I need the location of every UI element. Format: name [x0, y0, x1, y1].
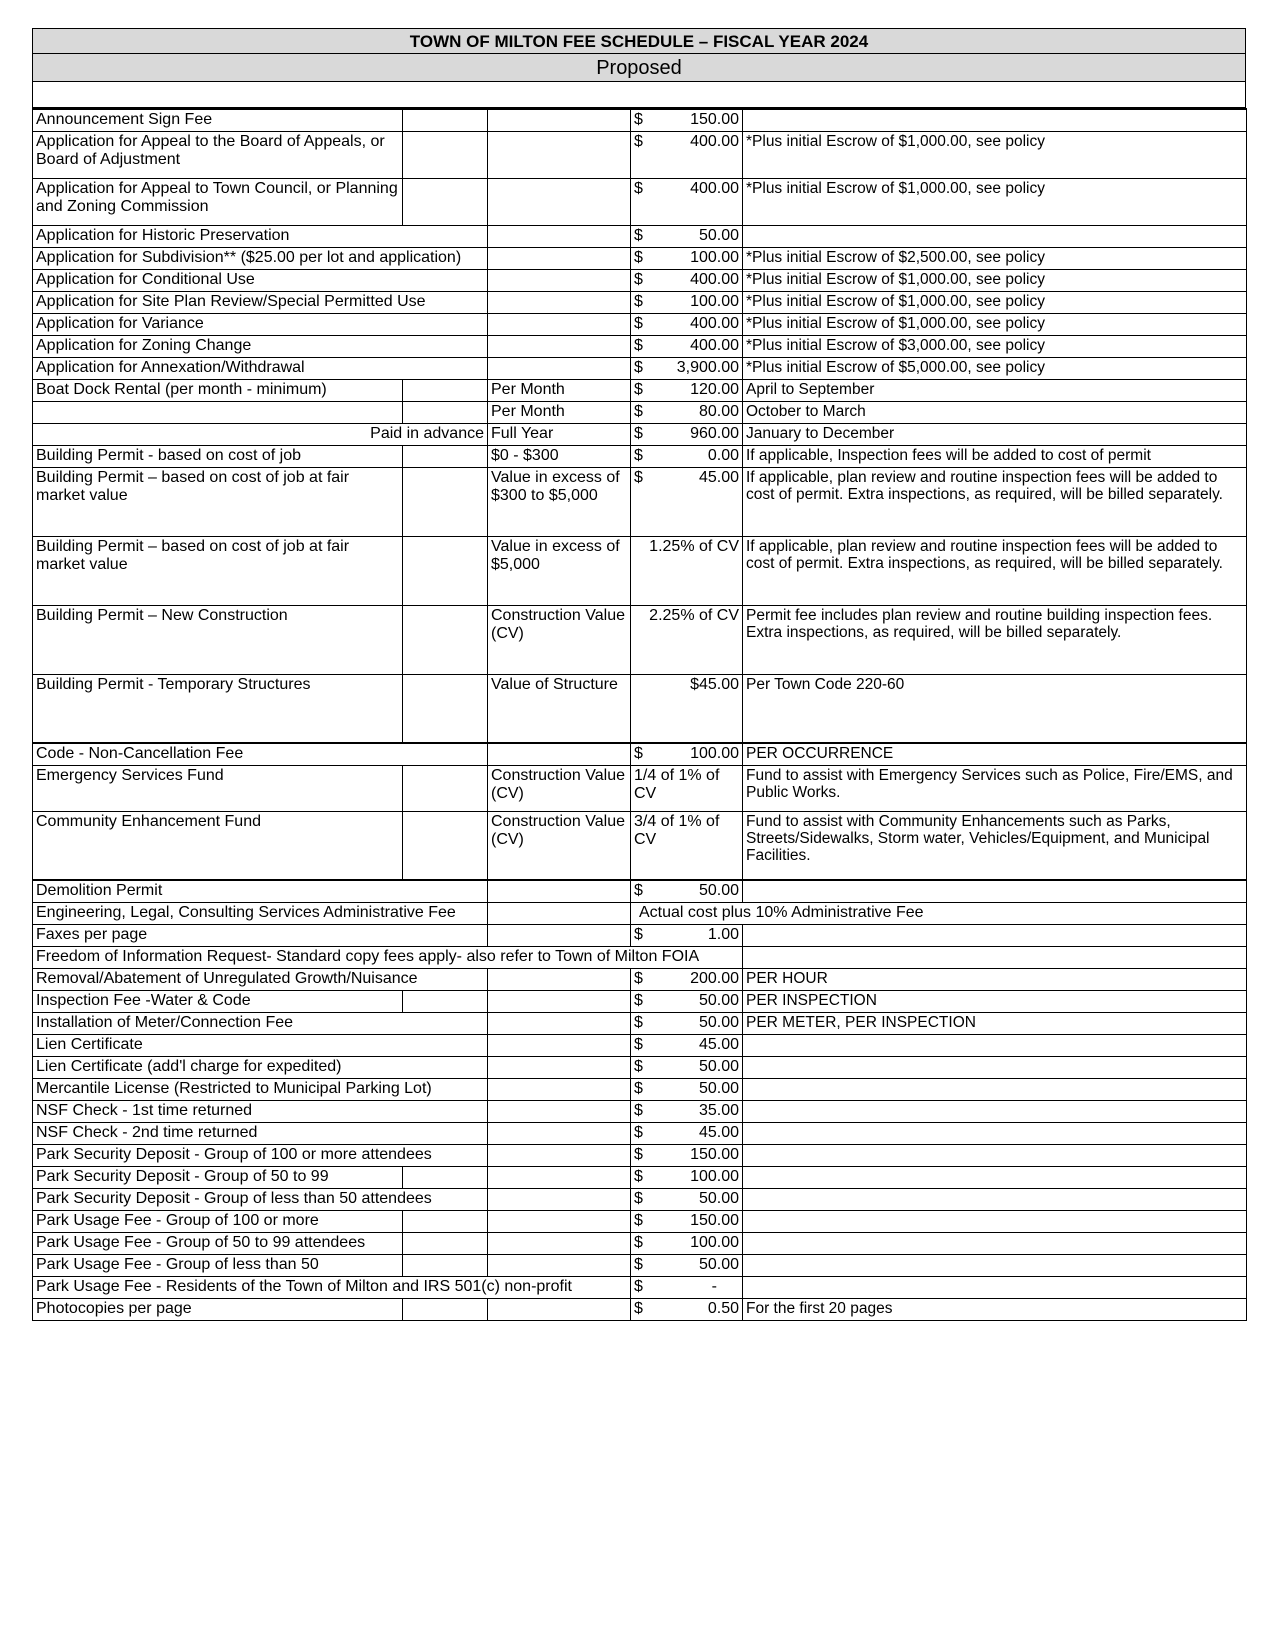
fee-description: Application for Annexation/Withdrawal — [33, 357, 488, 379]
fee-amount — [631, 1122, 743, 1144]
fee-description — [33, 401, 403, 423]
fee-amount: $45.00 — [631, 674, 743, 743]
fee-unit — [488, 1188, 631, 1210]
currency-symbol: $ — [634, 1189, 643, 1207]
fee-unit: Construction Value (CV) — [488, 765, 631, 811]
fee-note: *Plus initial Escrow of $1,000.00, see policy — [743, 178, 1247, 225]
fee-unit — [488, 131, 631, 178]
fee-unit — [488, 109, 631, 131]
currency-symbol: $ — [634, 111, 643, 128]
fee-unit — [488, 1034, 631, 1056]
fee-unit — [488, 1232, 631, 1254]
amount-value: 80.00 — [698, 402, 739, 420]
fee-description: Application for Appeal to Town Council, or Planning and Zoning Commission — [33, 178, 403, 225]
fee-note — [743, 225, 1247, 247]
table-row — [33, 968, 1247, 990]
fee-amount — [631, 1188, 743, 1210]
fee-amount — [631, 445, 743, 467]
amount-value: 400.00 — [690, 132, 739, 150]
amount-value: 50.00 — [698, 1013, 739, 1031]
fee-amount — [631, 924, 743, 946]
fee-note — [743, 1144, 1247, 1166]
fee-unit — [488, 269, 631, 291]
fee-unit — [488, 1078, 631, 1100]
blank-cell — [403, 131, 488, 178]
fee-note: If applicable, Inspection fees will be added to cost of permit — [743, 445, 1247, 467]
fee-note: *Plus initial Escrow of $1,000.00, see policy — [743, 269, 1247, 291]
fee-note: PER INSPECTION — [743, 990, 1247, 1012]
currency-symbol: $ — [634, 1233, 643, 1251]
fee-amount — [631, 379, 743, 401]
fee-amount: 1/4 of 1% of CV — [631, 765, 743, 811]
fee-amount — [631, 1144, 743, 1166]
fee-note — [743, 1254, 1247, 1276]
fee-description: Faxes per page — [33, 924, 488, 946]
fee-amount — [631, 880, 743, 902]
fee-note: April to September — [743, 379, 1247, 401]
amount-value: 150.00 — [690, 1211, 739, 1229]
fee-unit: Per Month — [488, 401, 631, 423]
fee-description: Lien Certificate (add'l charge for expedited) — [33, 1056, 488, 1078]
fee-amount: 1.25% of CV — [631, 536, 743, 605]
blank-cell — [403, 674, 488, 743]
amount-value: 400.00 — [690, 314, 739, 332]
fee-unit: Value of Structure — [488, 674, 631, 743]
currency-symbol: $ — [634, 991, 643, 1009]
fee-note: *Plus initial Escrow of $1,000.00, see policy — [743, 131, 1247, 178]
amount-value: 150.00 — [690, 1145, 739, 1163]
fee-unit — [488, 357, 631, 379]
currency-symbol: $ — [634, 336, 643, 354]
currency-symbol: $ — [634, 1013, 643, 1031]
fee-description: Installation of Meter/Connection Fee — [33, 1012, 488, 1034]
table-row — [33, 1166, 1247, 1188]
fee-amount — [631, 1276, 743, 1298]
fee-amount — [631, 225, 743, 247]
fee-unit — [488, 178, 631, 225]
fee-description: Application for Subdivision** ($25.00 per lot and application) — [33, 247, 488, 269]
currency-symbol: $ — [634, 270, 643, 288]
table-row — [33, 902, 1247, 924]
fee-unit: Value in excess of $5,000 — [488, 536, 631, 605]
table-row — [33, 1210, 1247, 1232]
table-row — [33, 1276, 1247, 1298]
blank-cell — [403, 178, 488, 225]
fee-unit — [488, 1012, 631, 1034]
fee-amount — [631, 1166, 743, 1188]
fee-note: PER OCCURRENCE — [743, 743, 1247, 765]
amount-value: 400.00 — [690, 336, 739, 354]
fee-amount — [631, 990, 743, 1012]
fee-description: Lien Certificate — [33, 1034, 488, 1056]
blank-cell — [403, 811, 488, 880]
fee-amount — [631, 467, 743, 536]
fee-unit — [488, 1056, 631, 1078]
fee-unit: Construction Value (CV) — [488, 811, 631, 880]
table-row — [33, 880, 1247, 902]
table-row — [33, 674, 1247, 743]
fee-description: Park Security Deposit - Group of 50 to 99 — [33, 1166, 403, 1188]
table-row — [33, 178, 1247, 225]
fee-amount — [631, 1056, 743, 1078]
fee-unit — [488, 313, 631, 335]
fee-table — [32, 108, 1247, 1321]
fee-description: Application for Zoning Change — [33, 335, 488, 357]
fee-amount — [631, 1298, 743, 1320]
fee-amount — [631, 1232, 743, 1254]
fee-description: Building Permit – based on cost of job at fair market value — [33, 467, 403, 536]
table-row — [33, 990, 1247, 1012]
amount-value: 50.00 — [698, 1079, 739, 1097]
fee-unit — [488, 902, 631, 924]
amount-value: 100.00 — [690, 1167, 739, 1185]
fee-amount — [631, 968, 743, 990]
currency-symbol: $ — [634, 248, 643, 266]
fee-description: Community Enhancement Fund — [33, 811, 403, 880]
blank-cell — [403, 1254, 488, 1276]
fee-description: Building Permit - Temporary Structures — [33, 674, 403, 743]
spacer-row — [32, 82, 1246, 108]
fee-amount — [631, 291, 743, 313]
table-row — [33, 743, 1247, 765]
fee-description: Application for Appeal to the Board of Appeals, or Board of Adjustment — [33, 131, 403, 178]
currency-symbol: $ — [634, 314, 643, 332]
table-row — [33, 109, 1247, 131]
amount-value: 120.00 — [690, 380, 739, 398]
table-row — [33, 924, 1247, 946]
currency-symbol: $ — [634, 745, 643, 762]
amount-value: 50.00 — [698, 1255, 739, 1273]
blank-cell — [403, 1166, 488, 1188]
fee-note — [743, 1056, 1247, 1078]
fee-note — [743, 1122, 1247, 1144]
table-row — [33, 1188, 1247, 1210]
currency-symbol: $ — [634, 424, 643, 442]
table-row — [33, 401, 1247, 423]
page-subtitle: Proposed — [32, 54, 1246, 82]
blank-cell — [403, 445, 488, 467]
fee-amount — [631, 247, 743, 269]
fee-note — [743, 1210, 1247, 1232]
currency-symbol: $ — [634, 1145, 643, 1163]
fee-unit — [488, 990, 631, 1012]
fee-description: Application for Site Plan Review/Special Permitted Use — [33, 291, 488, 313]
amount-value: 3,900.00 — [676, 358, 739, 376]
fee-description: Inspection Fee -Water & Code — [33, 990, 403, 1012]
fee-unit — [488, 1298, 631, 1320]
fee-note: For the first 20 pages — [743, 1298, 1247, 1320]
table-row — [33, 313, 1247, 335]
fee-note: If applicable, plan review and routine inspection fees will be added to cost of permit. Extra inspections, as required, will be billed separately. — [743, 467, 1247, 536]
fee-note — [743, 1188, 1247, 1210]
table-row — [33, 1232, 1247, 1254]
fee-description: Park Usage Fee - Group of 100 or more — [33, 1210, 403, 1232]
fee-note: PER HOUR — [743, 968, 1247, 990]
fee-description: Removal/Abatement of Unregulated Growth/Nuisance — [33, 968, 488, 990]
fee-amount — [631, 1210, 743, 1232]
table-row — [33, 1100, 1247, 1122]
currency-symbol: $ — [634, 1277, 643, 1295]
fee-description: Announcement Sign Fee — [33, 109, 403, 131]
blank-cell — [403, 379, 488, 401]
fee-note — [743, 880, 1247, 902]
amount-value: 100.00 — [690, 745, 739, 762]
amount-value: 45.00 — [698, 468, 739, 486]
fee-note — [743, 1034, 1247, 1056]
table-row — [33, 765, 1247, 811]
currency-symbol: $ — [634, 969, 643, 987]
fee-description: Park Usage Fee - Residents of the Town of Milton and IRS 501(c) non-profit — [33, 1276, 631, 1298]
fee-description: Demolition Permit — [33, 880, 488, 902]
fee-description: Building Permit – New Construction — [33, 605, 403, 674]
fee-amount — [631, 423, 743, 445]
table-row — [33, 811, 1247, 880]
amount-value: 100.00 — [690, 1233, 739, 1251]
amount-value: 50.00 — [698, 226, 739, 244]
fee-description: Code - Non-Cancellation Fee — [33, 743, 488, 765]
fee-unit: Value in excess of $300 to $5,000 — [488, 467, 631, 536]
amount-value: 50.00 — [698, 991, 739, 1009]
fee-note — [743, 1100, 1247, 1122]
fee-unit: $0 - $300 — [488, 445, 631, 467]
amount-value: 400.00 — [690, 179, 739, 197]
currency-symbol: $ — [634, 882, 643, 899]
currency-symbol: $ — [634, 1123, 643, 1141]
table-row — [33, 467, 1247, 536]
blank-cell — [403, 605, 488, 674]
table-row — [33, 1012, 1247, 1034]
blank-cell — [403, 1210, 488, 1232]
fee-unit — [488, 968, 631, 990]
fee-note: *Plus initial Escrow of $5,000.00, see policy — [743, 357, 1247, 379]
fee-unit — [488, 743, 631, 765]
fee-description: Boat Dock Rental (per month - minimum) — [33, 379, 403, 401]
fee-description: Building Permit – based on cost of job at fair market value — [33, 536, 403, 605]
amount-value: 50.00 — [698, 1057, 739, 1075]
fee-note: If applicable, plan review and routine inspection fees will be added to cost of permit. Extra inspections, as required, will be billed separately. — [743, 536, 1247, 605]
currency-symbol: $ — [634, 1035, 643, 1053]
currency-symbol: $ — [634, 925, 643, 943]
fee-note: *Plus initial Escrow of $1,000.00, see policy — [743, 313, 1247, 335]
fee-note — [743, 1232, 1247, 1254]
currency-symbol: $ — [634, 1079, 643, 1097]
fee-note: Fund to assist with Community Enhancements such as Parks, Streets/Sidewalks, Storm water, Vehicles/Equipment, and Municipal Facilities. — [743, 811, 1247, 880]
amount-value: 400.00 — [690, 270, 739, 288]
fee-description: Paid in advance — [33, 423, 488, 445]
fee-note — [743, 1166, 1247, 1188]
fee-description: Freedom of Information Request- Standard copy fees apply- also refer to Town of Milton FOIA — [33, 946, 743, 968]
fee-unit: Per Month — [488, 379, 631, 401]
fee-note: *Plus initial Escrow of $2,500.00, see policy — [743, 247, 1247, 269]
fee-amount — [631, 1034, 743, 1056]
table-row — [33, 605, 1247, 674]
amount-value: 200.00 — [690, 969, 739, 987]
blank-cell — [403, 109, 488, 131]
fee-description: Mercantile License (Restricted to Municipal Parking Lot) — [33, 1078, 488, 1100]
currency-symbol: $ — [634, 1211, 643, 1229]
table-row — [33, 1144, 1247, 1166]
currency-symbol: $ — [634, 292, 643, 310]
fee-amount: Actual cost plus 10% Administrative Fee — [631, 902, 1247, 924]
currency-symbol: $ — [634, 468, 643, 486]
fee-note: October to March — [743, 401, 1247, 423]
fee-unit — [488, 1166, 631, 1188]
fee-unit — [488, 1210, 631, 1232]
table-row — [33, 946, 1247, 968]
fee-note — [743, 946, 1247, 968]
fee-amount — [631, 1078, 743, 1100]
blank-cell — [403, 1298, 488, 1320]
table-row — [33, 1078, 1247, 1100]
fee-unit: Full Year — [488, 423, 631, 445]
table-row — [33, 445, 1247, 467]
table-row — [33, 131, 1247, 178]
fee-unit — [488, 335, 631, 357]
fee-unit — [488, 1254, 631, 1276]
fee-unit — [488, 291, 631, 313]
amount-value: 50.00 — [698, 882, 739, 899]
fee-description: Application for Variance — [33, 313, 488, 335]
fee-amount — [631, 357, 743, 379]
fee-amount — [631, 1254, 743, 1276]
currency-symbol: $ — [634, 402, 643, 420]
blank-cell — [403, 990, 488, 1012]
fee-unit — [488, 924, 631, 946]
amount-value: 1.00 — [707, 925, 739, 943]
fee-description: Photocopies per page — [33, 1298, 403, 1320]
currency-symbol: $ — [634, 132, 643, 150]
fee-description: Park Security Deposit - Group of 100 or more attendees — [33, 1144, 488, 1166]
table-row — [33, 1122, 1247, 1144]
fee-amount: 2.25% of CV — [631, 605, 743, 674]
page-title: TOWN OF MILTON FEE SCHEDULE – FISCAL YEAR 2024 — [32, 28, 1246, 54]
amount-value: 35.00 — [698, 1101, 739, 1119]
fee-note — [743, 1276, 1247, 1298]
table-row — [33, 1056, 1247, 1078]
currency-symbol: $ — [634, 226, 643, 244]
blank-cell — [403, 467, 488, 536]
currency-symbol: $ — [634, 380, 643, 398]
currency-symbol: $ — [634, 1057, 643, 1075]
amount-value: - — [711, 1277, 717, 1295]
table-row — [33, 1298, 1247, 1320]
blank-cell — [403, 765, 488, 811]
blank-cell — [403, 536, 488, 605]
fee-amount — [631, 743, 743, 765]
fee-note: *Plus initial Escrow of $3,000.00, see policy — [743, 335, 1247, 357]
fee-unit: Construction Value (CV) — [488, 605, 631, 674]
fee-amount — [631, 335, 743, 357]
fee-unit — [488, 1122, 631, 1144]
amount-value: 150.00 — [690, 111, 739, 128]
currency-symbol: $ — [634, 1299, 643, 1317]
blank-cell — [403, 401, 488, 423]
fee-note: January to December — [743, 423, 1247, 445]
table-row — [33, 379, 1247, 401]
fee-unit — [488, 1100, 631, 1122]
currency-symbol: $ — [634, 358, 643, 376]
fee-description: Application for Historic Preservation — [33, 225, 488, 247]
fee-schedule-sheet — [32, 28, 1246, 1321]
fee-description: Engineering, Legal, Consulting Services Administrative Fee — [33, 902, 488, 924]
fee-amount — [631, 313, 743, 335]
fee-unit — [488, 225, 631, 247]
table-row — [33, 269, 1247, 291]
table-row — [33, 1254, 1247, 1276]
amount-value: 960.00 — [690, 424, 739, 442]
fee-amount — [631, 109, 743, 131]
amount-value: 45.00 — [698, 1123, 739, 1141]
amount-value: 45.00 — [698, 1035, 739, 1053]
currency-symbol: $ — [634, 1101, 643, 1119]
fee-amount — [631, 1100, 743, 1122]
fee-note: Fund to assist with Emergency Services such as Police, Fire/EMS, and Public Works. — [743, 765, 1247, 811]
table-row — [33, 225, 1247, 247]
currency-symbol: $ — [634, 1167, 643, 1185]
fee-note — [743, 1078, 1247, 1100]
fee-note — [743, 109, 1247, 131]
fee-description: Park Usage Fee - Group of 50 to 99 attendees — [33, 1232, 403, 1254]
fee-unit — [488, 247, 631, 269]
amount-value: 0.00 — [707, 446, 739, 464]
fee-description: Emergency Services Fund — [33, 765, 403, 811]
table-row — [33, 247, 1247, 269]
table-row — [33, 291, 1247, 313]
blank-cell — [403, 1232, 488, 1254]
amount-value: 0.50 — [707, 1299, 739, 1317]
currency-symbol: $ — [634, 179, 643, 197]
fee-amount — [631, 269, 743, 291]
fee-amount — [631, 178, 743, 225]
table-row — [33, 357, 1247, 379]
fee-amount — [631, 1012, 743, 1034]
fee-description: Building Permit - based on cost of job — [33, 445, 403, 467]
amount-value: 100.00 — [690, 248, 739, 266]
fee-note: PER METER, PER INSPECTION — [743, 1012, 1247, 1034]
table-row — [33, 423, 1247, 445]
fee-description: NSF Check - 1st time returned — [33, 1100, 488, 1122]
fee-note: Permit fee includes plan review and routine building inspection fees. Extra inspections, as required, will be billed separately. — [743, 605, 1247, 674]
amount-value: 50.00 — [698, 1189, 739, 1207]
fee-amount: 3/4 of 1% of CV — [631, 811, 743, 880]
amount-value: 100.00 — [690, 292, 739, 310]
fee-description: Park Usage Fee - Group of less than 50 — [33, 1254, 403, 1276]
fee-note — [743, 924, 1247, 946]
fee-description: Application for Conditional Use — [33, 269, 488, 291]
fee-amount — [631, 131, 743, 178]
fee-note: *Plus initial Escrow of $1,000.00, see policy — [743, 291, 1247, 313]
currency-symbol: $ — [634, 1255, 643, 1273]
fee-amount — [631, 401, 743, 423]
table-row — [33, 536, 1247, 605]
fee-note: Per Town Code 220-60 — [743, 674, 1247, 743]
table-row — [33, 335, 1247, 357]
fee-unit — [488, 1144, 631, 1166]
fee-unit — [488, 880, 631, 902]
table-row — [33, 1034, 1247, 1056]
currency-symbol: $ — [634, 446, 643, 464]
fee-description: Park Security Deposit - Group of less than 50 attendees — [33, 1188, 488, 1210]
fee-description: NSF Check - 2nd time returned — [33, 1122, 488, 1144]
